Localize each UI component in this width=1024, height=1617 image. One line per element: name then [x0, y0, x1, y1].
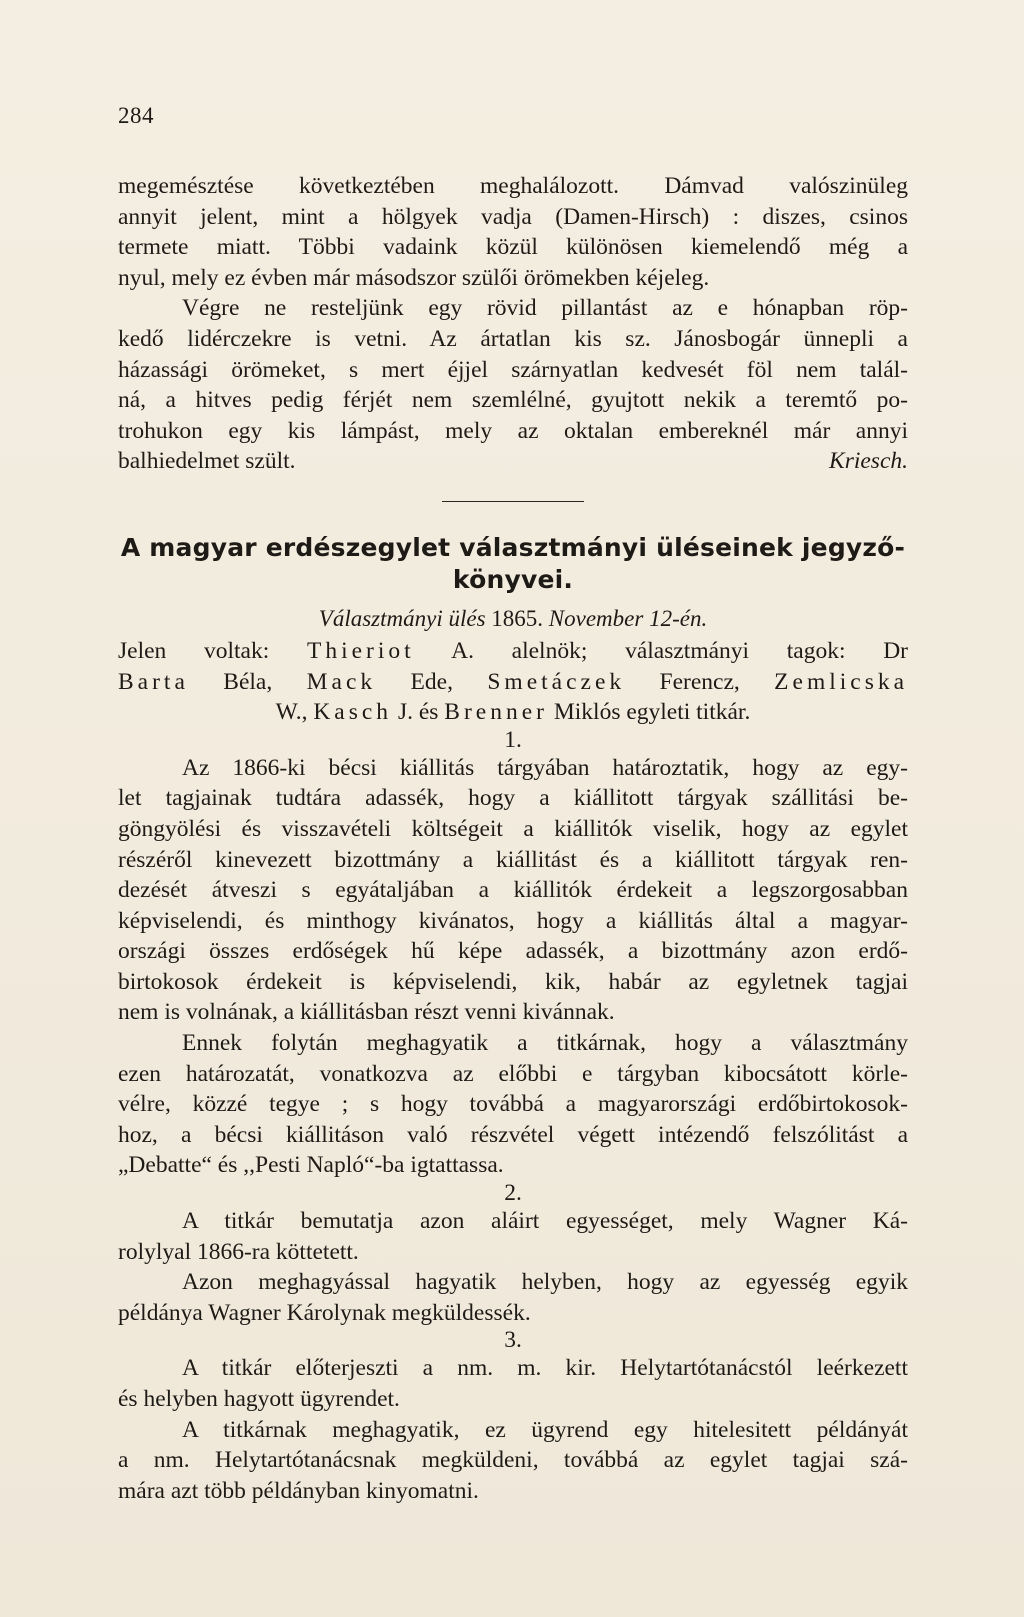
text-line: a nm. Helytartótanácsnak megküldeni, továbbá az egylet tagjai szá-	[118, 1447, 908, 1474]
text-line: let tagjainak tudtára adassék, hogy a kiállitott tárgyak szállitási be-	[118, 785, 908, 812]
article-title: A magyar erdészegylet választmányi üléseinek jegyző-	[120, 532, 906, 562]
item-number: 1.	[504, 726, 522, 753]
text-line: vélre, közzé tegye ; s hogy továbbá a magyarországi erdőbirtokosok-	[118, 1091, 908, 1118]
text-line: országi összes erdőségek hű képe adassék, a bizottmány azon erdő-	[118, 938, 908, 965]
text-line: részéről kinevezett bizottmány a kiállitást és a kiállitott tárgyak ren-	[118, 846, 908, 873]
text-line: A titkárnak meghagyatik, ez ügyrend egy hitelesitett példányát	[182, 1416, 908, 1443]
text-line: birtokosok érdekeit is képviselendi, kik, habár az egyletnek tagjai	[118, 968, 908, 995]
text-line: A titkár előterjeszti a nm. m. kir. Helytartótanácstól leérkezett	[182, 1355, 908, 1382]
text-line: Jelen voltak: Thieriot A. alelnök; választmányi tagok: Dr	[118, 637, 909, 664]
text-line: trohukon egy kis lámpást, mely az oktalan embereknél már annyi	[118, 417, 908, 444]
text-line: balhiedelmet szült.	[118, 448, 296, 475]
text-line: rolylyal 1866-ra köttetett.	[118, 1238, 359, 1265]
firefly-paragraph	[118, 293, 908, 477]
attendees	[118, 636, 908, 728]
text-line: termete miatt. Többi vadaink közül különösen kiemelendő még a	[118, 234, 908, 261]
text-line: Ennek folytán meghagyatik a titkárnak, hogy a választmány	[182, 1030, 908, 1057]
person-name: Zemlicska	[774, 668, 909, 695]
person-name: Barta	[118, 668, 189, 695]
text-line: ezen határozatát, vonatkozva az előbbi e tárgyban kibocsátott körle-	[118, 1060, 908, 1087]
minutes-item-3	[118, 1328, 908, 1506]
minutes-item-2	[118, 1181, 908, 1328]
person-name: Smetáczek	[487, 668, 626, 695]
text-line: kedő lidérczekre is vetni. Az ártatlan kis sz. Jánosbogár ünnepli a	[118, 325, 908, 352]
text-line: Barta Béla, Mack Ede, Smetáczek Ferencz, Zemlicska	[118, 668, 909, 695]
person-name: Brenner	[444, 699, 548, 726]
author-signature: Kriesch.	[829, 448, 908, 475]
page-content	[118, 171, 908, 1506]
minutes-item-1	[118, 728, 908, 1181]
item-number: 3.	[504, 1327, 522, 1354]
text-line: göngyölési és visszavételi költségeit a kiállitók viselik, hogy az egylet	[118, 815, 908, 842]
meeting-date: Választmányi ülés 1865. November 12-én.	[318, 605, 708, 631]
text-line: dezését átveszi s egyátaljában a kiállitók érdekeit a legszorgosabban	[118, 877, 908, 904]
text-line: annyit jelent, mint a hölgyek vadja (Damen-Hirsch) : diszes, csinos	[118, 203, 908, 230]
text-line: megemésztése következtében meghalálozott. Dámvad valószinüleg	[118, 173, 908, 199]
text-line: házassági örömeket, s mert éjjel szárnyatlan kedvesét föl nem talál-	[118, 356, 908, 383]
text-line: W., Kasch J. és Brenner Miklós egyleti titkár.	[275, 699, 751, 726]
person-name: Thieriot	[306, 637, 415, 664]
text-line: mára azt több példányban kinyomatni.	[118, 1477, 479, 1504]
text-line: képviselendi, és minthogy kivánatos, hogy a kiállitás által a magyar-	[118, 907, 908, 934]
text-line: példánya Wagner Károlynak megküldessék.	[118, 1299, 531, 1326]
text-line: A titkár bemutatja azon aláirt egyességet, mely Wagner Ká-	[182, 1208, 908, 1235]
text-line: Az 1866-ki bécsi kiállitás tárgyában határoztatik, hogy az egy-	[182, 754, 908, 781]
text-line: nem is volnának, a kiállitásban részt venni kivánnak.	[118, 999, 615, 1026]
text-line: Végre ne resteljünk egy rövid pillantást az e hónapban röp-	[182, 295, 908, 322]
text-line: hoz, a bécsi kiállitáson való részvétel végett intézendő felszólitást a	[118, 1121, 908, 1148]
section-divider	[442, 501, 584, 502]
signature-line	[118, 446, 908, 477]
person-name: Kasch	[313, 699, 393, 726]
text-line: ná, a hitves pedig férjét nem szemlélné, gyujtott nekik a teremtő po-	[118, 387, 908, 414]
article-title-cont: könyvei.	[452, 564, 574, 594]
text-line: nyul, mely ez évben már másodszor szülői örömekben kéjeleg.	[118, 264, 710, 291]
item-number: 2.	[504, 1180, 522, 1207]
person-name: Mack	[306, 668, 377, 695]
page-number: 284	[118, 103, 154, 128]
text-line: és helyben hagyott ügyrendet.	[118, 1386, 400, 1412]
text-line: „Debatte“ és ,,Pesti Napló“-ba igtattassa.	[118, 1152, 504, 1179]
text-line: Azon meghagyással hagyatik helyben, hogy az egyesség egyik	[182, 1269, 908, 1296]
intro-paragraph	[118, 171, 908, 293]
